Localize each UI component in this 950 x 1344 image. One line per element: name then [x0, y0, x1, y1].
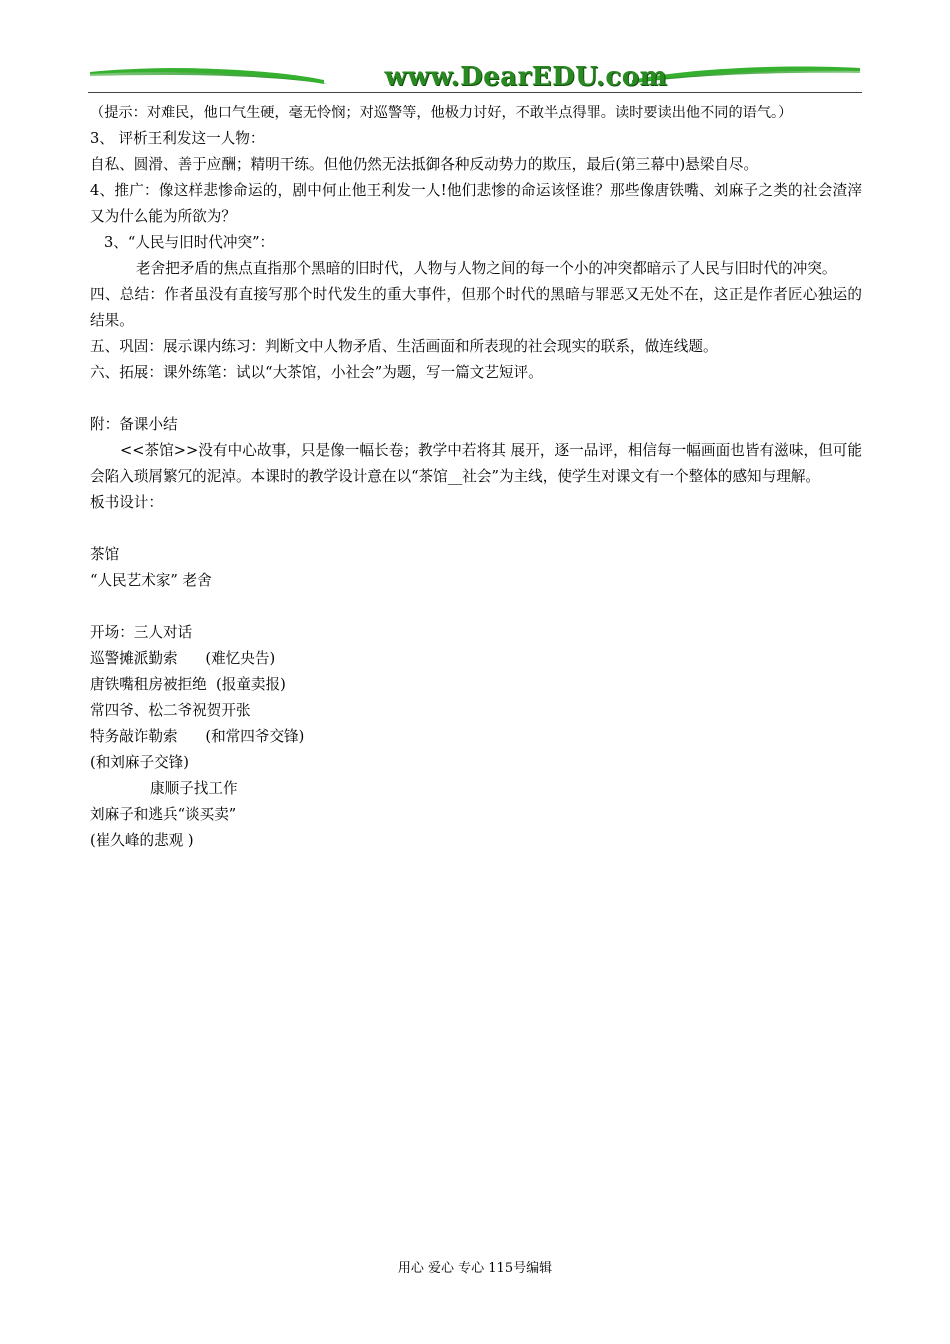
- board-line: 唐铁嘴租房被拒绝 (报童卖报): [90, 676, 286, 693]
- paragraph: 自私、圆滑、善于应酬；精明干练。但他仍然无法抵御各种反动势力的欺压，最后(第三幕中)悬梁自尽。: [90, 156, 759, 173]
- hint-line: （提示：对难民，他口气生硬，毫无怜悯；对巡警等，他极力讨好，不敢半点得罪。读时要读出他不同的语气。）: [90, 105, 793, 121]
- appendix-heading: 附：备课小结: [90, 416, 178, 433]
- board-title: 茶馆: [90, 546, 120, 563]
- board-line: (崔久峰的悲观 ): [90, 832, 194, 849]
- header-divider: [88, 92, 862, 93]
- page-footer: 用心 爱心 专心 115号编辑: [397, 1261, 553, 1276]
- board-line: 开场：三人对话: [90, 624, 193, 641]
- board-line: 特务敲诈勒索 (和常四爷交锋): [90, 728, 305, 745]
- board-line: 刘麻子和逃兵“谈买卖”: [90, 806, 237, 823]
- board-line: 康顺子找工作: [150, 780, 238, 797]
- paragraph: 老舍把矛盾的焦点直指那个黑暗的旧时代，人物与人物之间的每一个小的冲突都暗示了人民与旧时代的冲突。: [136, 260, 837, 277]
- board-line: 巡警摊派勤索 (难忆央告): [90, 650, 276, 667]
- document-body: [90, 100, 862, 854]
- spacer: [90, 516, 862, 542]
- consolidation-line: 五、巩固：展示课内练习：判断文中人物矛盾、生活画面和所表现的社会现实的联系，做连线题。: [90, 338, 718, 355]
- site-logo[interactable]: www.DearEDU.com: [384, 62, 668, 92]
- board-author: “人民艺术家” 老舍: [90, 572, 212, 589]
- summary-paragraph: 四、总结：作者虽没有直接写那个时代发生的重大事件，但那个时代的黑暗与罪恶又无处不在，这正是作者匠心独运的结果。: [90, 286, 862, 329]
- board-line: 常四爷、松二爷祝贺开张: [90, 702, 251, 719]
- appendix-paragraph: <<茶馆>>没有中心故事，只是像一幅长卷；教学中若将其 展开，逐一品评，相信每一幅画面也皆有滋味，但可能会陷入琐屑繁冗的泥淖。本课时的教学设计意在以“茶馆__社会”为主线，使学生对课文有一个整体的感知与理解。: [90, 442, 862, 485]
- spacer: [90, 386, 862, 412]
- site-header-banner: [88, 62, 862, 96]
- board-line: (和刘麻子交锋): [90, 754, 189, 771]
- board-design-heading: 板书设计：: [90, 494, 163, 511]
- paragraph: 4、推广：像这样悲惨命运的，剧中何止他王利发一人!他们悲惨的命运该怪谁？那些像唐铁嘴、刘麻子之类的社会渣滓又为什么能为所欲为？: [90, 182, 862, 225]
- section-3-heading: 3、 评析王利发这一人物：: [90, 130, 265, 147]
- subsection-heading: 3、“人民与旧时代冲突”：: [104, 234, 275, 251]
- extension-line: 六、拓展：课外练笔：试以“大茶馆，小社会”为题，写一篇文艺短评。: [90, 364, 543, 381]
- spacer: [90, 594, 862, 620]
